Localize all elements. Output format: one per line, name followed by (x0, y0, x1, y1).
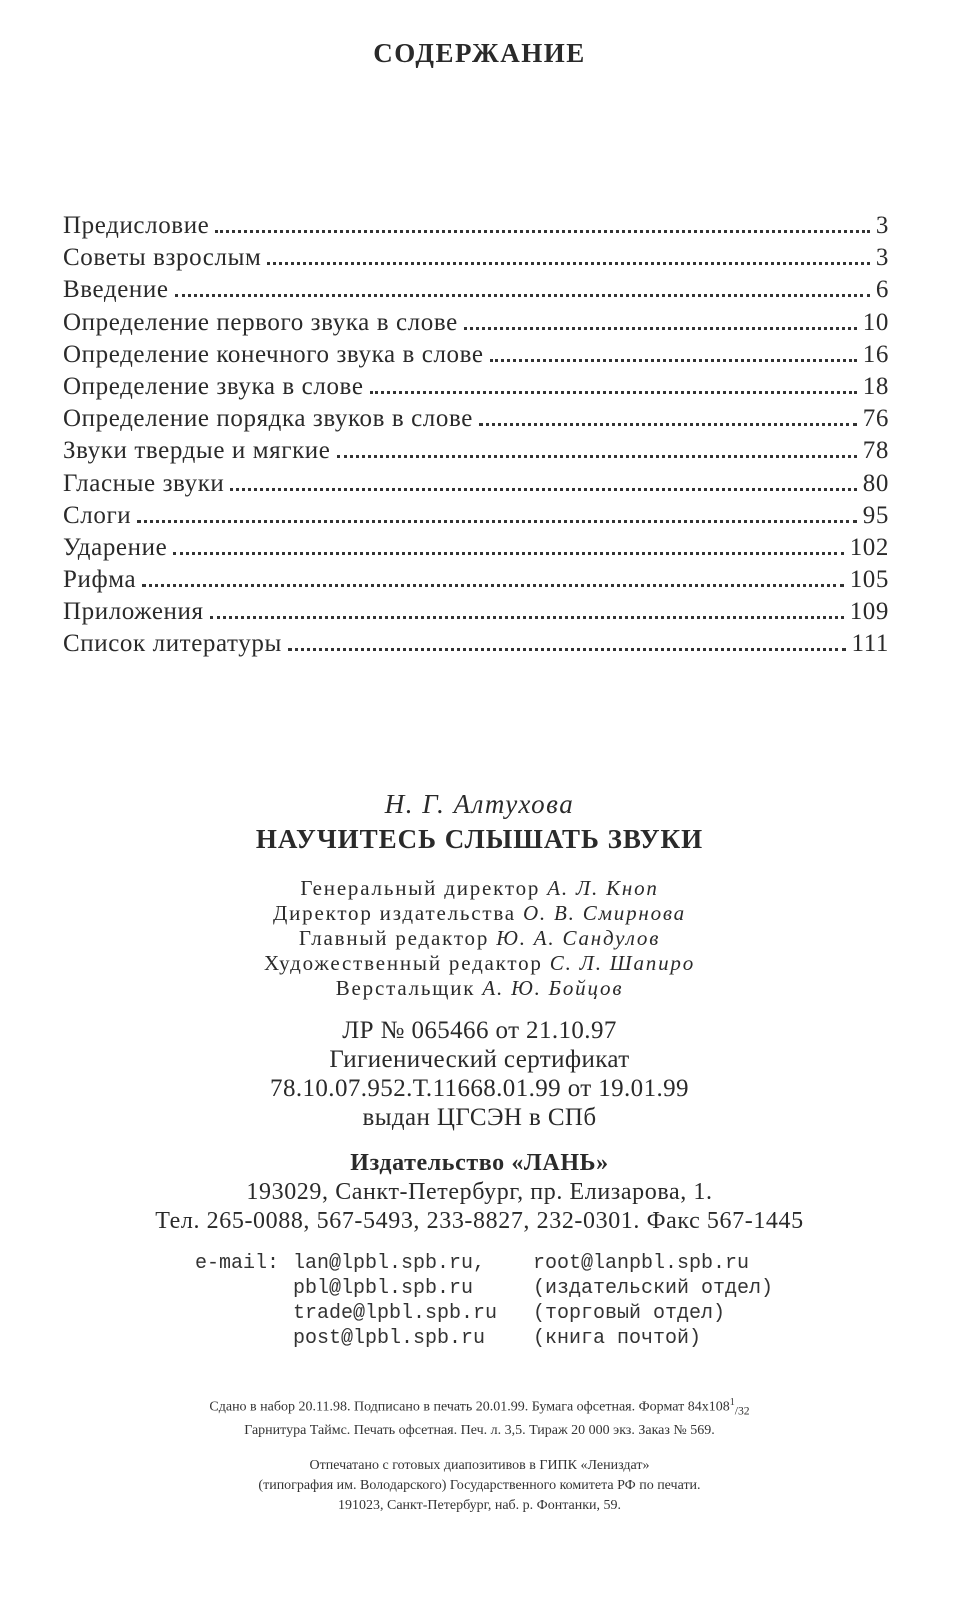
staff-name: Ю. А. Сандулов (496, 926, 661, 950)
staff-credit (0, 926, 959, 951)
email-address: lan@lpbl.spb.ru, (293, 1252, 486, 1275)
toc-entry-label: Предисловие (63, 212, 210, 239)
toc-entry-page: 78 (862, 437, 889, 465)
certificate-label: Гигиенический сертификат (329, 1046, 630, 1073)
staff-role: Верстальщик (335, 976, 476, 1000)
book-author: Н. Г. Алтухова (384, 789, 575, 819)
email-address: pbl@lpbl.spb.ru (293, 1277, 474, 1300)
toc-entry (63, 373, 889, 405)
staff-credit (0, 976, 959, 1001)
toc-entry-page: 10 (862, 308, 889, 336)
staff-credits (0, 876, 959, 1001)
publisher-name: Издательство «ЛАНЬ» (350, 1150, 609, 1176)
toc-entry (63, 534, 889, 566)
staff-role: Художественный редактор (264, 951, 543, 975)
format-superscript: 1 (729, 1397, 735, 1408)
toc-entry-label: Рифма (63, 566, 137, 594)
staff-name: А. Л. Кноп (547, 876, 659, 900)
staff-name: С. Л. Шапиро (549, 951, 695, 975)
toc-entry-label: Гласные звуки (63, 469, 225, 497)
toc-entry (63, 309, 889, 341)
certificate-issuer: выдан ЦГСЭН в СПб (362, 1104, 597, 1131)
toc-list (63, 212, 889, 663)
toc-entry (63, 566, 889, 598)
certificate-number: 78.10.07.952.Т.11668.01.99 от 19.01.99 (270, 1075, 689, 1102)
email-row (195, 1301, 773, 1326)
toc-entry-page: 3 (875, 244, 889, 272)
toc-entry-page: 95 (862, 501, 889, 529)
toc-title: СОДЕРЖАНИЕ (373, 38, 586, 68)
staff-name: О. В. Смирнова (522, 901, 686, 925)
email-row (195, 1326, 773, 1351)
certificate-block (0, 1016, 959, 1132)
staff-credit (0, 876, 959, 901)
toc-leader-dots (215, 230, 870, 233)
email-note: (книга почтой) (533, 1327, 702, 1350)
email-address: trade@lpbl.spb.ru (293, 1302, 498, 1325)
toc-entry-page: 3 (875, 212, 889, 239)
toc-entry (63, 341, 889, 373)
toc-leader-dots (267, 262, 869, 265)
print-info (0, 1393, 959, 1441)
toc-leader-dots (175, 294, 870, 297)
toc-entry (63, 470, 889, 502)
toc-leader-dots (490, 359, 857, 362)
toc-entry-page: 76 (862, 405, 889, 433)
toc-leader-dots (464, 327, 857, 330)
toc-entry-page: 102 (849, 533, 889, 561)
toc-leader-dots (479, 423, 857, 426)
email-row (195, 1251, 773, 1276)
email-address-secondary: root@lanpbl.spb.ru (533, 1252, 750, 1275)
toc-entry (63, 244, 889, 276)
staff-role: Директор издательства (273, 901, 516, 925)
toc-entry-label: Введение (63, 276, 169, 304)
toc-entry-page: 105 (849, 566, 889, 594)
toc-leader-dots (337, 455, 857, 458)
printer-line-1: Отпечатано с готовых диапозитивов в ГИПК «Лениздат» (309, 1458, 650, 1473)
toc-entry-label: Определение звука в слове (63, 372, 364, 400)
print-info-text: Сдано в набор 20.11.98. Подписано в печать 20.01.99. Бумага офсетная. Формат 84х108 (209, 1399, 730, 1415)
toc-entry-page: 111 (851, 630, 889, 658)
book-title: НАУЧИТЕСЬ СЛЫШАТЬ ЗВУКИ (255, 824, 704, 854)
toc-entry-page: 109 (849, 598, 889, 626)
email-row (195, 1276, 773, 1301)
toc-entry (63, 502, 889, 534)
staff-name: А. Ю. Бойцов (482, 976, 624, 1000)
toc-entry-label: Ударение (63, 533, 168, 561)
publisher-block (0, 1149, 959, 1236)
format-subscript: /32 (734, 1404, 750, 1418)
toc-entry-label: Слоги (63, 501, 132, 529)
toc-entry (63, 598, 889, 630)
toc-leader-dots (142, 584, 843, 587)
toc-entry-label: Определение порядка звуков в слове (63, 405, 473, 433)
print-info-line-1 (0, 1393, 959, 1421)
toc-leader-dots (230, 488, 856, 491)
email-note: (издательский отдел) (533, 1277, 774, 1300)
toc-entry (63, 276, 889, 308)
publisher-address: 193029, Санкт-Петербург, пр. Елизарова, 1. (246, 1179, 713, 1205)
toc-entry (63, 437, 889, 469)
toc-leader-dots (288, 648, 846, 651)
toc-leader-dots (210, 616, 844, 619)
toc-entry-page: 18 (862, 372, 889, 400)
toc-leader-dots (370, 391, 857, 394)
toc-entry-label: Определение первого звука в слове (63, 308, 458, 336)
toc-entry (63, 212, 889, 244)
toc-entry-page: 6 (875, 276, 889, 304)
email-list (195, 1251, 773, 1351)
staff-role: Генеральный директор (300, 876, 541, 900)
printer-line-2: (типография им. Володарского) Государственного комитета РФ по печати. (258, 1478, 701, 1493)
toc-entry-label: Список литературы (63, 630, 282, 658)
toc-entry-label: Приложения (63, 598, 204, 626)
toc-entry-page: 16 (862, 340, 889, 368)
toc-entry (63, 405, 889, 437)
printer-info (0, 1456, 959, 1516)
email-label: e-mail: (195, 1252, 280, 1275)
email-address: post@lpbl.spb.ru (293, 1327, 486, 1350)
toc-leader-dots (137, 520, 857, 523)
email-note: (торговый отдел) (533, 1302, 726, 1325)
publisher-phones: Тел. 265-0088, 567-5493, 233-8827, 232-0301. Факс 567-1445 (155, 1208, 804, 1234)
license-number: ЛР № 065466 от 21.10.97 (342, 1017, 617, 1044)
toc-entry-page: 80 (862, 469, 889, 497)
printer-line-3: 191023, Санкт-Петербург, наб. р. Фонтанки, 59. (337, 1498, 622, 1513)
toc-leader-dots (173, 552, 843, 555)
toc-entry-label: Звуки твердые и мягкие (63, 437, 331, 465)
toc-entry-label: Советы взрослым (63, 244, 262, 272)
print-info-line-2: Гарнитура Таймс. Печать офсетная. Печ. л. 3,5. Тираж 20 000 экз. Заказ № 569. (244, 1423, 715, 1439)
staff-role: Главный редактор (298, 926, 490, 950)
staff-credit (0, 901, 959, 926)
staff-credit (0, 951, 959, 976)
toc-entry-label: Определение конечного звука в слове (63, 340, 484, 368)
toc-entry (63, 630, 889, 662)
